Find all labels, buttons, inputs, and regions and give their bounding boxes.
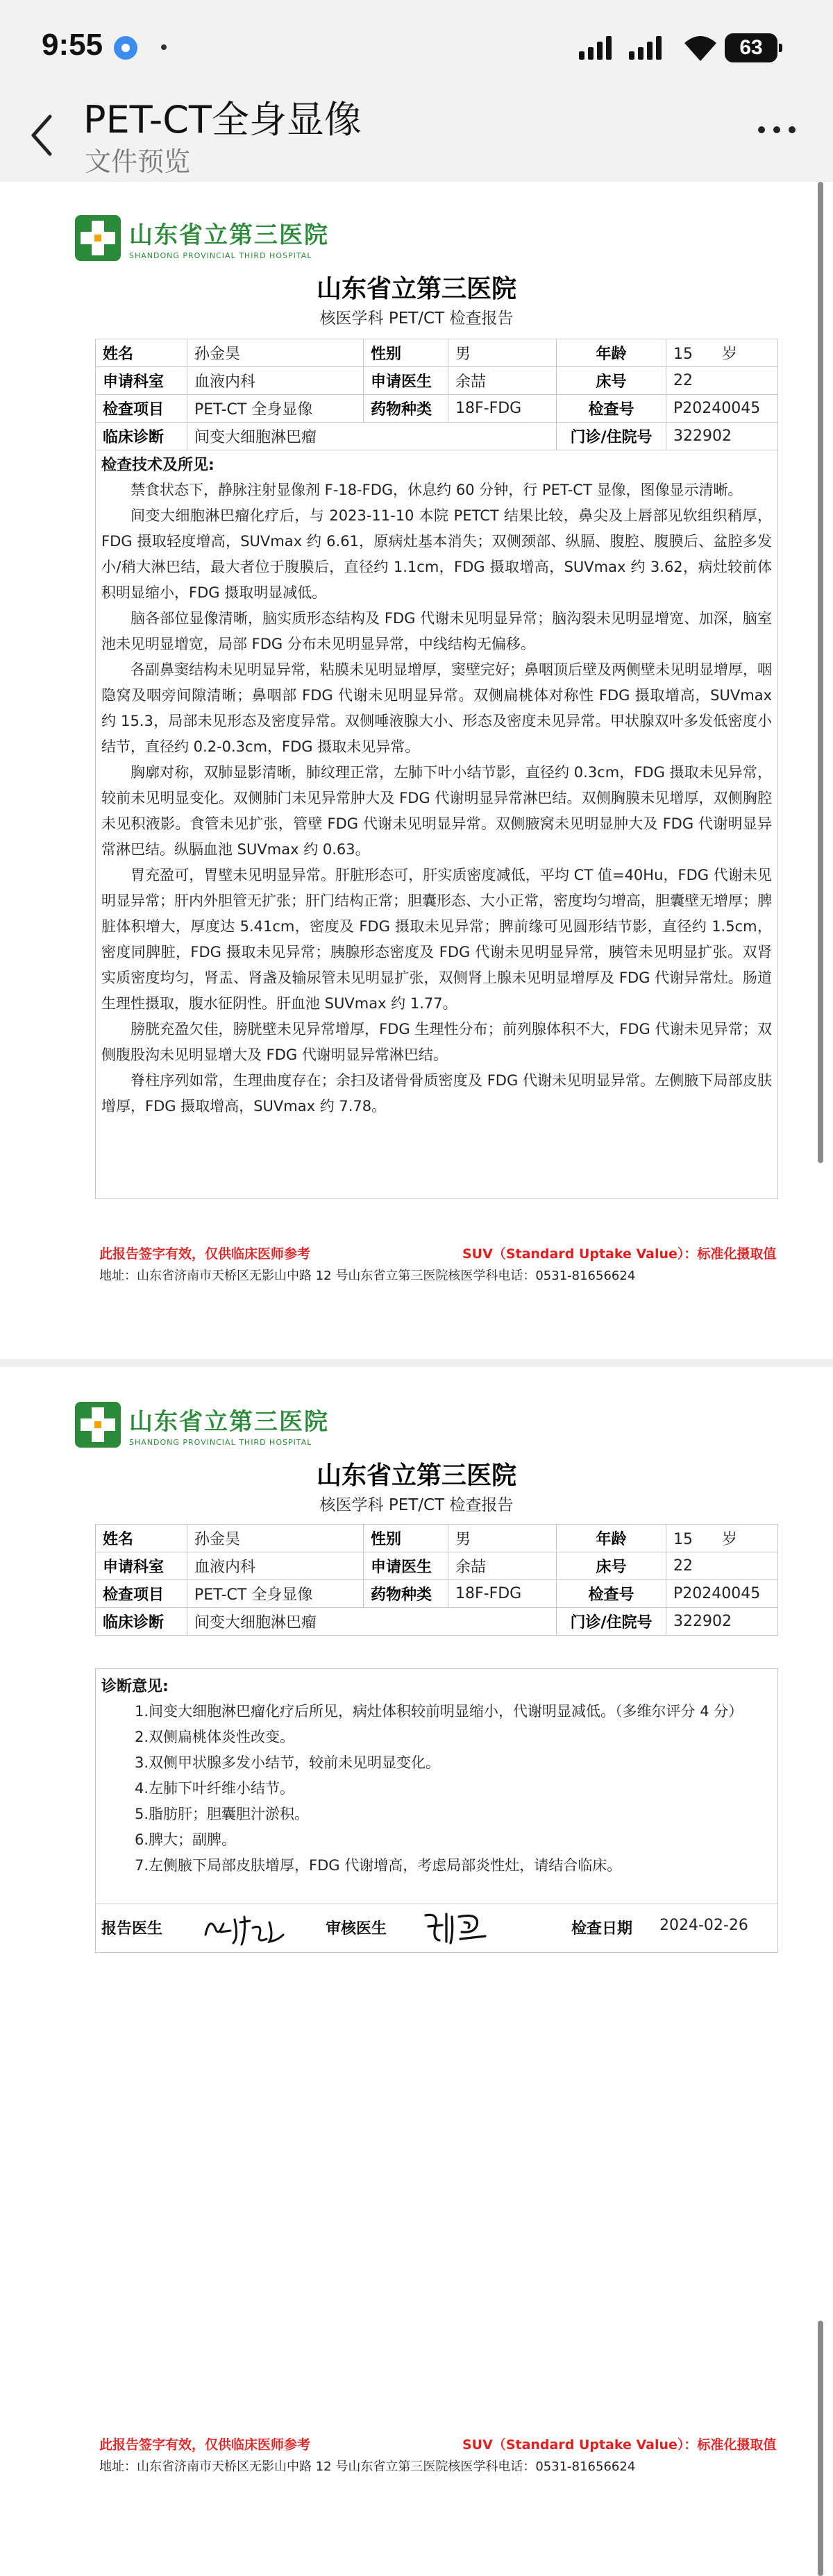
battery-level: 63	[739, 36, 763, 59]
bed-value: 22	[666, 367, 778, 395]
age-value: 15 岁	[666, 1525, 778, 1552]
findings-paragraph: 胃充盈可，胃壁未见明显异常。肝脏形态可，肝实质密度减低，平均 CT 值=40Hu，FDG 代谢未见明显异常；肝内外胆管无扩张；肝门结构正常；胆囊形态、大小正常，密度均匀增高，胆囊壁无增厚；脾脏体积增大，厚度达 5.41cm，密度及 FDG 摄取未见异常；脾前缘可见圆形结节影，直径约 1.5cm，密度同脾脏，FDG 摄取未见异常；胰腺形态密度及 FDG 代谢未见明显异常，胰管未见明显扩张。双肾实质密度均匀，肾盂、肾盏及输尿管未见明显扩张，双侧肾上腺未见明显增厚及 FDG 代谢异常灶。肠道生理性摄取，腹水征阴性。肝血池 SUVmax 约 1.77。	[101, 867, 772, 1012]
findings-paragraph: 禁食状态下，静脉注射显像剂 F-18-FDG，休息约 60 分钟，行 PET-CT 显像，图像显示清晰。	[131, 482, 743, 498]
hospital-cross-icon	[75, 215, 121, 261]
diagnosis-section	[95, 1668, 778, 1904]
diagnosis-label: 临床诊断	[96, 1608, 187, 1636]
findings-heading: 检查技术及所见:	[101, 457, 214, 474]
findings-paragraph: 脊柱序列如常，生理曲度存在；余扫及诸骨骨质密度及 FDG 代谢未见明显异常。左侧腋下局部皮肤增厚，FDG 摄取增高，SUVmax 约 7.78。	[101, 1072, 772, 1115]
dept-value: 血液内科	[187, 367, 364, 395]
exam-value: PET-CT 全身显像	[187, 1580, 364, 1608]
findings-paragraph: 脑各部位显像清晰，脑实质形态结构及 FDG 代谢未见明显异常；脑沟裂未见明显增宽、加深，脑室池未见明显增宽，局部 FDG 分布未见明显异常，中线结构无偏移。	[101, 610, 772, 652]
bed-value: 22	[666, 1552, 778, 1580]
hospital-title: 山东省立第三医院	[316, 275, 516, 303]
signature-note-page-2: 此报告签字有效，仅供临床医师参考	[99, 2437, 311, 2452]
findings-paragraph: 膀胱充盈欠佳，膀胱壁未见异常增厚，FDG 生理性分布；前列腺体积不大，FDG 代谢未见异常；双侧腹股沟未见明显增大及 FDG 代谢明显异常淋巴结。	[101, 1021, 772, 1063]
cellular-signal-1-icon	[579, 36, 612, 60]
drug-label: 药物种类	[364, 395, 448, 423]
date-value: 2024-02-26	[659, 1917, 748, 1934]
cellular-signal-2-icon	[629, 36, 662, 60]
suv-note-page-2: SUV（Standard Uptake Value）：标准化摄取值	[462, 2437, 777, 2452]
logo-english-text: SHANDONG PROVINCIAL THIRD HOSPITAL	[129, 1438, 312, 1447]
diagnosis-item: 3.双侧甲状腺多发小结节，较前未见明显变化。	[135, 1754, 441, 1771]
diagnosis-item: 7.左侧腋下局部皮肤增厚，FDG 代谢增高，考虑局部炎性灶，请结合临床。	[135, 1857, 622, 1874]
diagnosis-value: 间变大细胞淋巴瘤	[187, 1608, 557, 1636]
status-time: 9:55	[42, 28, 103, 62]
exam-label: 检查项目	[96, 1580, 187, 1608]
findings-paragraph: 间变大细胞淋巴瘤化疗后，与 2023-11-10 本院 PETCT 结果比较，鼻尖及上唇部见软组织稍厚，FDG 摄取轻度增高，SUVmax 约 6.61，原病灶基本消失；双侧颈部、纵膈、腹腔、腹膜后、盆腔多发小/稍大淋巴结，最大者位于腹膜后，直径约 1.1cm，FDG 摄取增高，SUVmax 约 3.62，病灶较前体积明显缩小，FDG 摄取明显减低。	[101, 507, 772, 601]
doctor-value: 余喆	[448, 367, 557, 395]
page-title: PET-CT全身显像	[83, 98, 362, 142]
sex-value: 男	[448, 339, 557, 367]
logo-chinese-text: 山东省立第三医院	[129, 1408, 329, 1436]
reviewer-label: 审核医生	[326, 1920, 387, 1938]
doctor-value: 余喆	[448, 1552, 557, 1580]
app-notification-icon	[114, 36, 137, 60]
diagnosis-label: 临床诊断	[96, 423, 187, 450]
clinic-no-value: 322902	[666, 423, 778, 450]
sex-value: 男	[448, 1525, 557, 1552]
hospital-logo	[75, 215, 329, 261]
clinic-no-value: 322902	[666, 1608, 778, 1636]
exam-no-value: P20240045	[666, 1580, 778, 1608]
name-value: 孙金昊	[187, 339, 364, 367]
suv-note: SUV（Standard Uptake Value）：标准化摄取值	[462, 1246, 777, 1262]
clinic-no-label: 门诊/住院号	[557, 423, 666, 450]
patient-info-table	[95, 339, 778, 450]
diagnosis-item: 1.间变大细胞淋巴瘤化疗后所见，病灶体积较前明显缩小，代谢明显减低。（多维尔评分 4 分）	[135, 1703, 743, 1720]
exam-label: 检查项目	[96, 395, 187, 423]
report-subtitle: 核医学科 PET/CT 检查报告	[319, 310, 514, 328]
signature-note: 此报告签字有效，仅供临床医师参考	[99, 1246, 311, 1262]
more-options-icon[interactable]	[758, 126, 796, 133]
patient-info-table-page-2	[95, 1524, 778, 1636]
reviewer-signature	[419, 1906, 495, 1947]
exam-no-value: P20240045	[666, 395, 778, 423]
age-label: 年龄	[557, 339, 666, 367]
findings-paragraphs	[96, 477, 777, 1119]
address-line-page-2: 地址：山东省济南市天桥区无影山中路 12 号山东省立第三医院核医学科电话：0531-81656624	[99, 2459, 636, 2474]
name-label: 姓名	[96, 1525, 187, 1552]
bed-label: 床号	[557, 367, 666, 395]
dept-label: 申请科室	[96, 1552, 187, 1580]
diagnosis-item: 2.双侧扁桃体炎性改变。	[135, 1729, 295, 1745]
nav-header	[0, 90, 833, 180]
findings-paragraph: 胸廓对称，双肺显影清晰，肺纹理正常，左肺下叶小结节影，直径约 0.3cm，FDG 摄取未见异常，较前未见明显变化。双侧肺门未见异常肿大及 FDG 代谢明显异常淋巴结。双侧胸膜未见增厚，双侧胸腔未见积液影。食管未见扩张，管壁 FDG 代谢未见明显异常。双侧腋窝未见明显肿大及 FDG 代谢明显异常淋巴结。纵膈血池 SUVmax 约 0.63。	[101, 764, 772, 858]
page-subtitle: 文件预览	[85, 146, 191, 177]
sex-label: 性别	[364, 339, 448, 367]
exam-value: PET-CT 全身显像	[187, 395, 364, 423]
sex-label: 性别	[364, 1525, 448, 1552]
signature-row	[95, 1904, 778, 1953]
status-bar	[0, 0, 833, 90]
diagnosis-value: 间变大细胞淋巴瘤	[187, 423, 557, 450]
drug-label: 药物种类	[364, 1580, 448, 1608]
reporter-signature	[200, 1907, 290, 1949]
exam-no-label: 检查号	[557, 1580, 666, 1608]
report-subtitle-page-2: 核医学科 PET/CT 检查报告	[319, 1496, 514, 1514]
findings-paragraph: 各副鼻窦结构未见明显异常，粘膜未见明显增厚，窦壁完好；鼻咽顶后壁及两侧壁未见明显增厚，咽隐窝及咽旁间隙清晰；鼻咽部 FDG 代谢未见明显异常。双侧扁桃体对称性 FDG 摄取增高，SUVmax 约 15.3，局部未见形态及密度异常。双侧唾液腺大小、形态及密度未见异常。甲状腺双叶多发低密度小结节，直径约 0.2-0.3cm，FDG 摄取未见异常。	[101, 661, 772, 755]
doctor-label: 申请医生	[364, 1552, 448, 1580]
name-value: 孙金昊	[187, 1525, 364, 1552]
exam-no-label: 检查号	[557, 395, 666, 423]
back-arrow-icon[interactable]	[28, 111, 56, 160]
dept-value: 血液内科	[187, 1552, 364, 1580]
drug-value: 18F-FDG	[448, 1580, 557, 1608]
diagnosis-item: 6.脾大；副脾。	[135, 1831, 237, 1848]
scrollbar-thumb-page-2[interactable]	[818, 2321, 823, 2576]
wifi-icon	[683, 35, 718, 62]
findings-section	[95, 450, 778, 1199]
scrollbar-thumb[interactable]	[818, 182, 823, 1163]
dept-label: 申请科室	[96, 367, 187, 395]
clinic-no-label: 门诊/住院号	[557, 1608, 666, 1636]
age-value: 15 岁	[666, 339, 778, 367]
document-page-1	[0, 182, 833, 1359]
diagnosis-item: 4.左肺下叶纤维小结节。	[135, 1780, 295, 1797]
address-line: 地址：山东省济南市天桥区无影山中路 12 号山东省立第三医院核医学科电话：0531-81656624	[99, 1269, 636, 1283]
logo-chinese-text: 山东省立第三医院	[129, 221, 329, 249]
doctor-label: 申请医生	[364, 367, 448, 395]
name-label: 姓名	[96, 339, 187, 367]
logo-english-text: SHANDONG PROVINCIAL THIRD HOSPITAL	[129, 251, 312, 260]
age-label: 年龄	[557, 1525, 666, 1552]
diagnosis-item: 5.脂肪肝；胆囊胆汁淤积。	[135, 1806, 310, 1822]
battery-icon	[725, 33, 777, 62]
hospital-title-page-2: 山东省立第三医院	[316, 1461, 516, 1490]
diagnosis-heading: 诊断意见:	[101, 1678, 169, 1695]
hospital-logo-page-2	[75, 1402, 329, 1448]
reporter-label: 报告医生	[101, 1920, 163, 1938]
diagnosis-items	[96, 1699, 777, 1879]
drug-value: 18F-FDG	[448, 395, 557, 423]
more-notifications-dot-icon	[161, 44, 167, 50]
date-label: 检查日期	[571, 1920, 633, 1938]
document-page-2	[0, 1367, 833, 2576]
hospital-cross-icon	[75, 1402, 121, 1448]
bed-label: 床号	[557, 1552, 666, 1580]
